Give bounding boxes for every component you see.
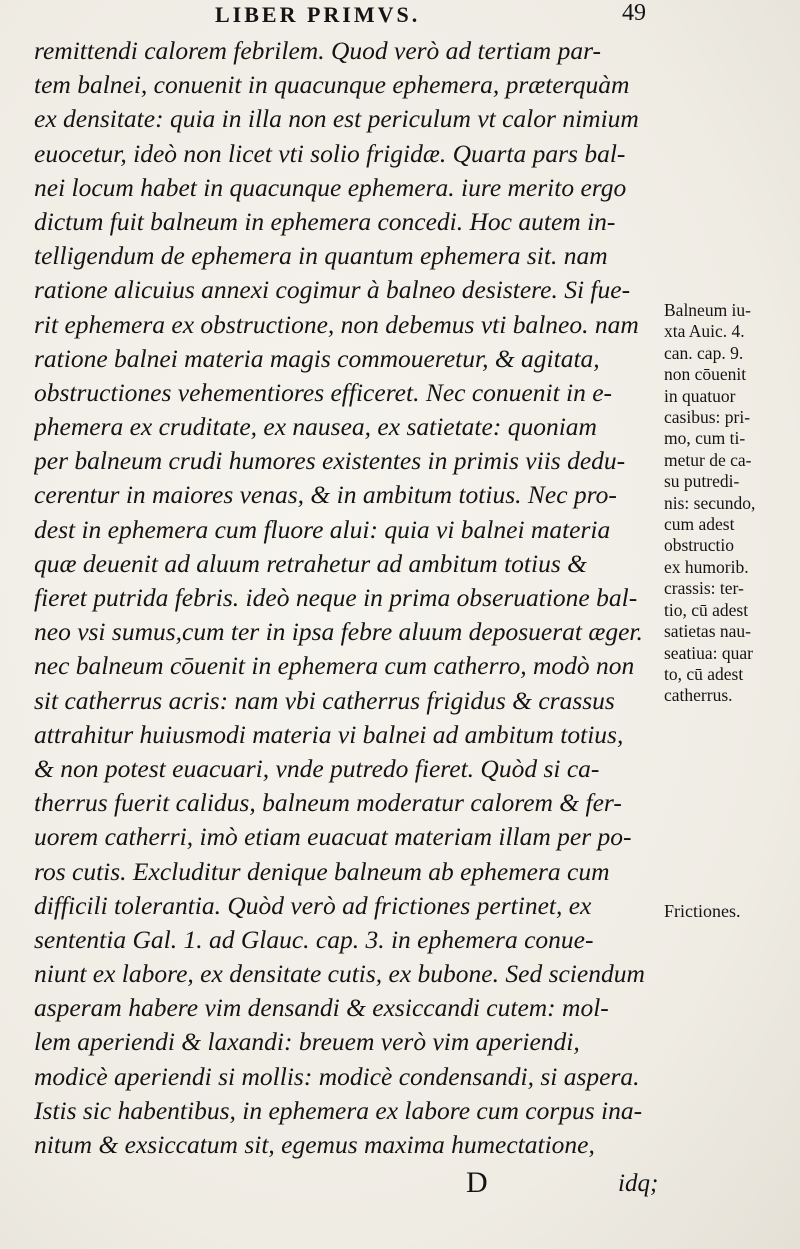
text-line: neo vsi sumus,cum ter in ipsa febre aluum deposuerat æger. xyxy=(34,617,643,647)
marginal-note-line: nis: secundo, xyxy=(664,492,756,513)
text-line: nec balneum cōuenit in ephemera cum catherro, modò non xyxy=(34,651,635,681)
text-line: therrus fuerit calidus, balneum moderatur calorem & fer- xyxy=(34,788,622,818)
marginal-note-line: cum adest xyxy=(664,514,735,535)
text-line: phemera ex cruditate, ex nausea, ex satietate: quoniam xyxy=(34,412,597,442)
text-line: ros cutis. Excluditur denique balneum ab ephemera cum xyxy=(34,856,610,886)
text-line: remittendi calorem febrilem. Quod verò ad tertiam par- xyxy=(34,36,602,65)
marginal-note-frictiones: Frictiones. xyxy=(664,901,741,921)
text-line: asperam habere vim densandi & exsiccandi cutem: mol- xyxy=(34,993,609,1023)
text-line: fieret putrida febris. ideò neque in prima obseruatione bal- xyxy=(34,583,638,612)
text-line: tem balnei, conuenit in quacunque ephemera, præterquàm xyxy=(34,70,630,100)
text-line: modicè aperiendi si mollis: modicè condensandi, si aspera. xyxy=(34,1061,640,1091)
text-line: sententia Gal. 1. ad Glauc. cap. 3. in ephemera conue- xyxy=(34,924,594,954)
text-line: obstructiones vehementiores efficeret. Nec conuenit in e- xyxy=(34,377,613,407)
main-text-column xyxy=(34,34,662,1162)
text-line: sit catherrus acris: nam vbi catherrus frigidus & crassus xyxy=(34,685,615,715)
marginal-note-line: can. cap. 9. xyxy=(664,342,744,363)
marginal-note-line: crassis: ter- xyxy=(664,578,744,599)
text-line: rit ephemera ex obstructione, non debemus vti balneo. nam xyxy=(34,309,639,339)
marginal-note-line: su putredi- xyxy=(664,471,740,492)
signature-mark: D xyxy=(466,1166,488,1199)
marginal-note-line: seatiua: quar xyxy=(664,642,753,663)
marginal-note-line: satietas nau- xyxy=(664,621,751,642)
text-line: ratione alicuius annexi cogimur à balneo desistere. Si fue- xyxy=(34,275,631,305)
text-line: ex densitate: quia in illa non est periculum vt calor nimium xyxy=(34,104,639,134)
marginal-note-line: non cōuenit xyxy=(664,364,747,385)
running-head: LIBER PRIMVS. xyxy=(215,2,421,27)
text-line: dictum fuit balneum in ephemera concedi. Hoc autem in- xyxy=(34,206,616,236)
marginal-note-balneum xyxy=(664,300,798,707)
text-line: nei locum habet in quacunque ephemera. iure merito ergo xyxy=(34,172,627,202)
text-line: lem aperiendi & laxandi: breuem verò vim aperiendi, xyxy=(34,1027,580,1057)
text-line: difficili tolerantia. Quòd verò ad frictiones pertinet, ex xyxy=(34,890,592,920)
marginal-note-line: catherrus. xyxy=(664,685,733,706)
text-line: quæ deuenit ad aluum retrahetur ad ambitum totius & xyxy=(34,548,587,578)
text-line: telligendum de ephemera in quantum ephemera sit. nam xyxy=(34,241,608,271)
marginal-note-line: obstructio xyxy=(664,535,734,556)
text-line: nitum & exsiccatum sit, egemus maxima humectatione, xyxy=(34,1130,595,1159)
catchword: idq; xyxy=(618,1170,659,1197)
page-number: 49 xyxy=(622,0,646,26)
marginal-note-line: Balneum iu- xyxy=(664,300,751,320)
text-line: euocetur, ideò non licet vti solio frigidæ. Quarta pars bal- xyxy=(34,138,626,168)
marginal-note-line: xta Auic. 4. xyxy=(664,321,745,342)
text-line: per balneum crudi humores existentes in primis viis dedu- xyxy=(34,446,626,476)
marginal-note-line: metur de ca- xyxy=(664,449,752,470)
marginal-note-line: mo, cum ti- xyxy=(664,428,746,449)
text-line: dest in ephemera cum fluore alui: quia vi balnei materia xyxy=(34,514,611,544)
marginal-note-line: in quatuor xyxy=(664,385,736,406)
marginal-note-line: ex humorib. xyxy=(664,556,749,577)
text-line: ratione balnei materia magis commoueretur, & agitata, xyxy=(34,343,600,373)
text-line: attrahitur huiusmodi materia vi balnei ad ambitum totius, xyxy=(34,719,624,749)
marginal-note-line: tio, cū adest xyxy=(664,599,749,620)
marginal-note-line: to, cū adest xyxy=(664,663,744,684)
text-line: & non potest euacuari, vnde putredo fieret. Quòd si ca- xyxy=(34,753,600,783)
text-line: niunt ex labore, ex densitate cutis, ex bubone. Sed sciendum xyxy=(34,959,645,989)
text-line: Istis sic habentibus, in ephemera ex labore cum corpus ina- xyxy=(34,1095,643,1125)
text-line: cerentur in maiores venas, & in ambitum totius. Nec pro- xyxy=(34,480,617,510)
text-line: uorem catherri, imò etiam euacuat materiam illam per po- xyxy=(34,822,632,852)
page-header xyxy=(0,0,800,26)
marginal-note-line: casibus: pri- xyxy=(664,407,751,428)
